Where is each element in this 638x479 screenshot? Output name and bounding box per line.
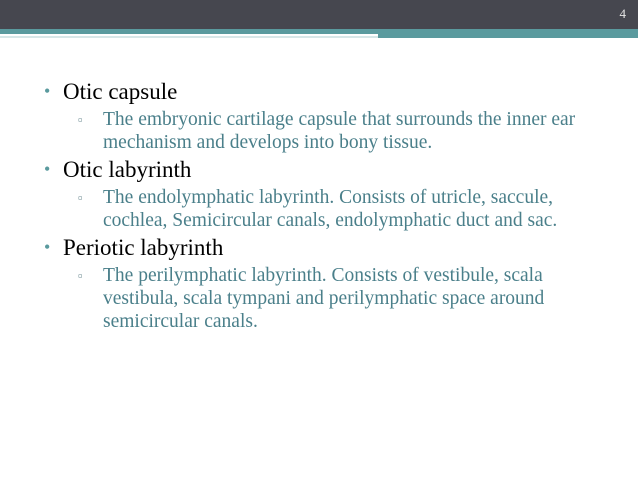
- sub-item: [78, 186, 619, 232]
- bullet-otic-capsule: [44, 78, 619, 154]
- sub-list: [63, 264, 619, 333]
- sub-list: [63, 186, 619, 232]
- slide-header-bar: [0, 0, 638, 29]
- bullet-title: Periotic labyrinth: [63, 235, 224, 260]
- sub-item-text: The embryonic cartilage capsule that surrounds the inner ear mechanism and develops into bony tissue.: [103, 109, 576, 153]
- sub-item: [78, 108, 619, 154]
- accent-line: [0, 36, 378, 38]
- square-bullet-icon: ▫: [78, 268, 83, 283]
- bullet-dot-icon: •: [44, 237, 51, 257]
- bullet-otic-labyrinth: [44, 156, 619, 232]
- bullet-title: Otic capsule: [63, 79, 178, 104]
- sub-item-text: The perilymphatic labyrinth. Consists of vestibule, scala vestibula, scala tympani and perilymphatic space around semicircular canals.: [103, 265, 545, 332]
- bullet-periotic-labyrinth: [44, 234, 619, 333]
- sub-item-text: The endolymphatic labyrinth. Consists of utricle, saccule, cochlea, Semicircular canals, endolymphatic duct and sac.: [103, 187, 558, 231]
- sub-list: [63, 108, 619, 154]
- square-bullet-icon: ▫: [78, 112, 83, 127]
- accent-band-right: [378, 29, 638, 38]
- slide-content: [44, 78, 619, 333]
- sub-item: [78, 264, 619, 333]
- bullet-title: Otic labyrinth: [63, 157, 192, 182]
- bullet-dot-icon: •: [44, 159, 51, 179]
- page-number: 4: [619, 6, 626, 21]
- square-bullet-icon: ▫: [78, 190, 83, 205]
- bullet-dot-icon: •: [44, 81, 51, 101]
